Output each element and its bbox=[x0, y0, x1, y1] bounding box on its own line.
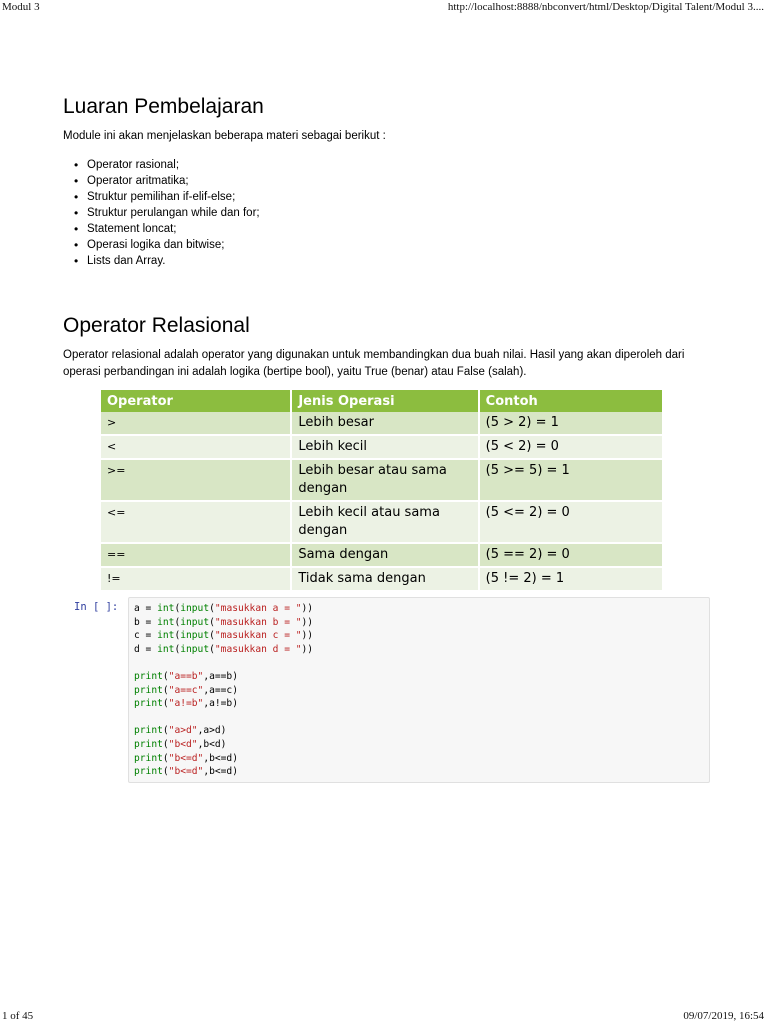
code-token: "masukkan c = " bbox=[214, 630, 302, 642]
description-text bbox=[63, 347, 718, 381]
topic-list bbox=[63, 157, 260, 269]
table-header-row bbox=[101, 390, 663, 412]
column-header-jenis: Jenis Operasi bbox=[291, 390, 478, 412]
code-token: ,a==b) bbox=[203, 670, 238, 682]
code-line bbox=[134, 724, 709, 738]
code-editor[interactable] bbox=[129, 598, 709, 779]
code-token: "masukkan a = " bbox=[214, 603, 302, 614]
heading-luaran: Luaran Pembelajaran bbox=[63, 95, 264, 118]
code-token: "masukkan d = " bbox=[214, 643, 302, 655]
code-token: ( bbox=[162, 670, 169, 682]
code-token: )) bbox=[301, 616, 314, 628]
code-line bbox=[134, 765, 709, 779]
code-line bbox=[134, 670, 709, 684]
heading-operator-relasional: Operator Relasional bbox=[63, 314, 250, 337]
list-item: • Operator rasional; bbox=[87, 157, 260, 173]
code-token: ,b<d) bbox=[197, 738, 227, 750]
cell-jenis: Lebih kecil bbox=[291, 435, 478, 459]
code-line bbox=[134, 629, 709, 643]
code-token: ( bbox=[174, 643, 181, 655]
table-row bbox=[101, 501, 663, 543]
list-item: • Lists dan Array. bbox=[87, 253, 260, 269]
code-token: ( bbox=[162, 738, 169, 750]
code-token: ,a!=b) bbox=[203, 698, 238, 710]
code-token: ( bbox=[162, 766, 169, 778]
code-token: print bbox=[134, 684, 163, 696]
page-number: 1 of 45 bbox=[2, 1010, 34, 1022]
cell-operator: > bbox=[101, 412, 291, 435]
cell-contoh: (5 == 2) = 0 bbox=[479, 543, 663, 567]
code-token: ( bbox=[209, 616, 215, 628]
table-row bbox=[101, 435, 663, 459]
code-token: ( bbox=[162, 752, 169, 764]
code-token: )) bbox=[301, 643, 314, 655]
column-header-contoh: Contoh bbox=[479, 390, 663, 412]
code-line bbox=[134, 616, 709, 630]
code-token: int bbox=[157, 616, 175, 628]
cell-jenis: Tidak sama dengan bbox=[291, 567, 478, 591]
cell-contoh: (5 <= 2) = 0 bbox=[479, 501, 663, 543]
cell-operator: <= bbox=[101, 501, 291, 543]
code-token: "masukkan b = " bbox=[214, 616, 302, 628]
code-token: "b<=d" bbox=[168, 766, 204, 778]
operator-table bbox=[101, 390, 664, 592]
code-line bbox=[134, 643, 709, 657]
list-item: • Struktur perulangan while dan for; bbox=[87, 205, 260, 221]
code-token: "a==c" bbox=[168, 684, 204, 696]
list-item: • Operasi logika dan bitwise; bbox=[87, 237, 260, 253]
code-token: )) bbox=[301, 630, 314, 642]
code-token: input bbox=[180, 603, 210, 614]
code-line bbox=[134, 602, 709, 616]
code-token: ( bbox=[209, 630, 215, 642]
code-token: "a>d" bbox=[168, 725, 198, 737]
cell-operator: >= bbox=[101, 459, 291, 501]
table-row bbox=[101, 459, 663, 501]
code-token: print bbox=[134, 752, 163, 764]
cell-jenis: Lebih besar bbox=[291, 412, 478, 435]
cell-jenis: Lebih kecil atau sama dengan bbox=[291, 501, 478, 543]
cell-contoh: (5 != 2) = 1 bbox=[479, 567, 663, 591]
cell-prompt: In [ ]: bbox=[74, 601, 119, 613]
code-token: ( bbox=[174, 616, 181, 628]
code-token: print bbox=[134, 670, 163, 682]
list-item: • Operator aritmatika; bbox=[87, 173, 260, 189]
code-token: print bbox=[134, 698, 163, 710]
code-token: print bbox=[134, 725, 163, 737]
code-token: ,b<=d) bbox=[203, 766, 238, 778]
cell-contoh: (5 < 2) = 0 bbox=[479, 435, 663, 459]
cell-operator: != bbox=[101, 567, 291, 591]
code-token: input bbox=[180, 616, 210, 628]
code-token: int bbox=[157, 603, 175, 614]
code-line bbox=[134, 656, 709, 670]
page-url: http://localhost:8888/nbconvert/html/Desktop/Digital Talent/Modul 3.... bbox=[447, 1, 764, 13]
cell-jenis: Sama dengan bbox=[291, 543, 478, 567]
list-item: • Struktur pemilihan if-elif-else; bbox=[87, 189, 260, 205]
code-token: a = bbox=[134, 603, 158, 614]
table-row bbox=[101, 567, 663, 591]
table-row bbox=[101, 412, 663, 435]
code-token: "a==b" bbox=[168, 670, 204, 682]
code-line bbox=[134, 684, 709, 698]
print-datetime: 09/07/2019, 16:54 bbox=[683, 1010, 764, 1022]
code-line bbox=[134, 697, 709, 711]
list-item: • Statement loncat; bbox=[87, 221, 260, 237]
code-line bbox=[134, 711, 709, 725]
code-token: ( bbox=[162, 725, 169, 737]
code-line bbox=[134, 752, 709, 766]
code-cell[interactable] bbox=[128, 597, 710, 783]
cell-jenis: Lebih besar atau sama dengan bbox=[291, 459, 478, 501]
code-token: ( bbox=[209, 603, 215, 614]
code-token: print bbox=[134, 738, 163, 750]
code-token: "b<d" bbox=[168, 738, 198, 750]
column-header-operator: Operator bbox=[101, 390, 291, 412]
code-token: ( bbox=[209, 643, 215, 655]
cell-contoh: (5 > 2) = 1 bbox=[479, 412, 663, 435]
code-token: input bbox=[180, 643, 210, 655]
cell-contoh: (5 >= 5) = 1 bbox=[479, 459, 663, 501]
code-token: input bbox=[180, 630, 210, 642]
code-token: ( bbox=[162, 698, 169, 710]
intro-text: Module ini akan menjelaskan beberapa materi sebagai berikut : bbox=[63, 130, 386, 142]
cell-operator: == bbox=[101, 543, 291, 567]
cell-operator: < bbox=[101, 435, 291, 459]
description-line-1: Operator relasional adalah operator yang digunakan untuk membandingkan dua buah nilai. Hasil yang akan diperoleh dari bbox=[63, 349, 685, 361]
code-token: print bbox=[134, 766, 163, 778]
code-token: ( bbox=[162, 684, 169, 696]
table-row bbox=[101, 543, 663, 567]
code-token: ( bbox=[174, 603, 181, 614]
code-token: b = bbox=[134, 616, 158, 628]
code-token: ,b<=d) bbox=[203, 752, 238, 764]
code-token: "b<=d" bbox=[168, 752, 204, 764]
code-token: ( bbox=[174, 630, 181, 642]
code-token: d = bbox=[134, 643, 158, 655]
code-token: ,a>d) bbox=[197, 725, 227, 737]
code-token: int bbox=[157, 643, 175, 655]
code-token: ,a==c) bbox=[203, 684, 238, 696]
code-token: int bbox=[157, 630, 175, 642]
code-token: "a!=b" bbox=[168, 698, 204, 710]
description-line-2: operasi perbandingan ini adalah logika (bertipe bool), yaitu True (benar) atau False (salah). bbox=[63, 366, 527, 378]
code-token: )) bbox=[301, 603, 314, 614]
page-title: Modul 3 bbox=[2, 1, 40, 13]
code-line bbox=[134, 738, 709, 752]
code-token: c = bbox=[134, 630, 158, 642]
